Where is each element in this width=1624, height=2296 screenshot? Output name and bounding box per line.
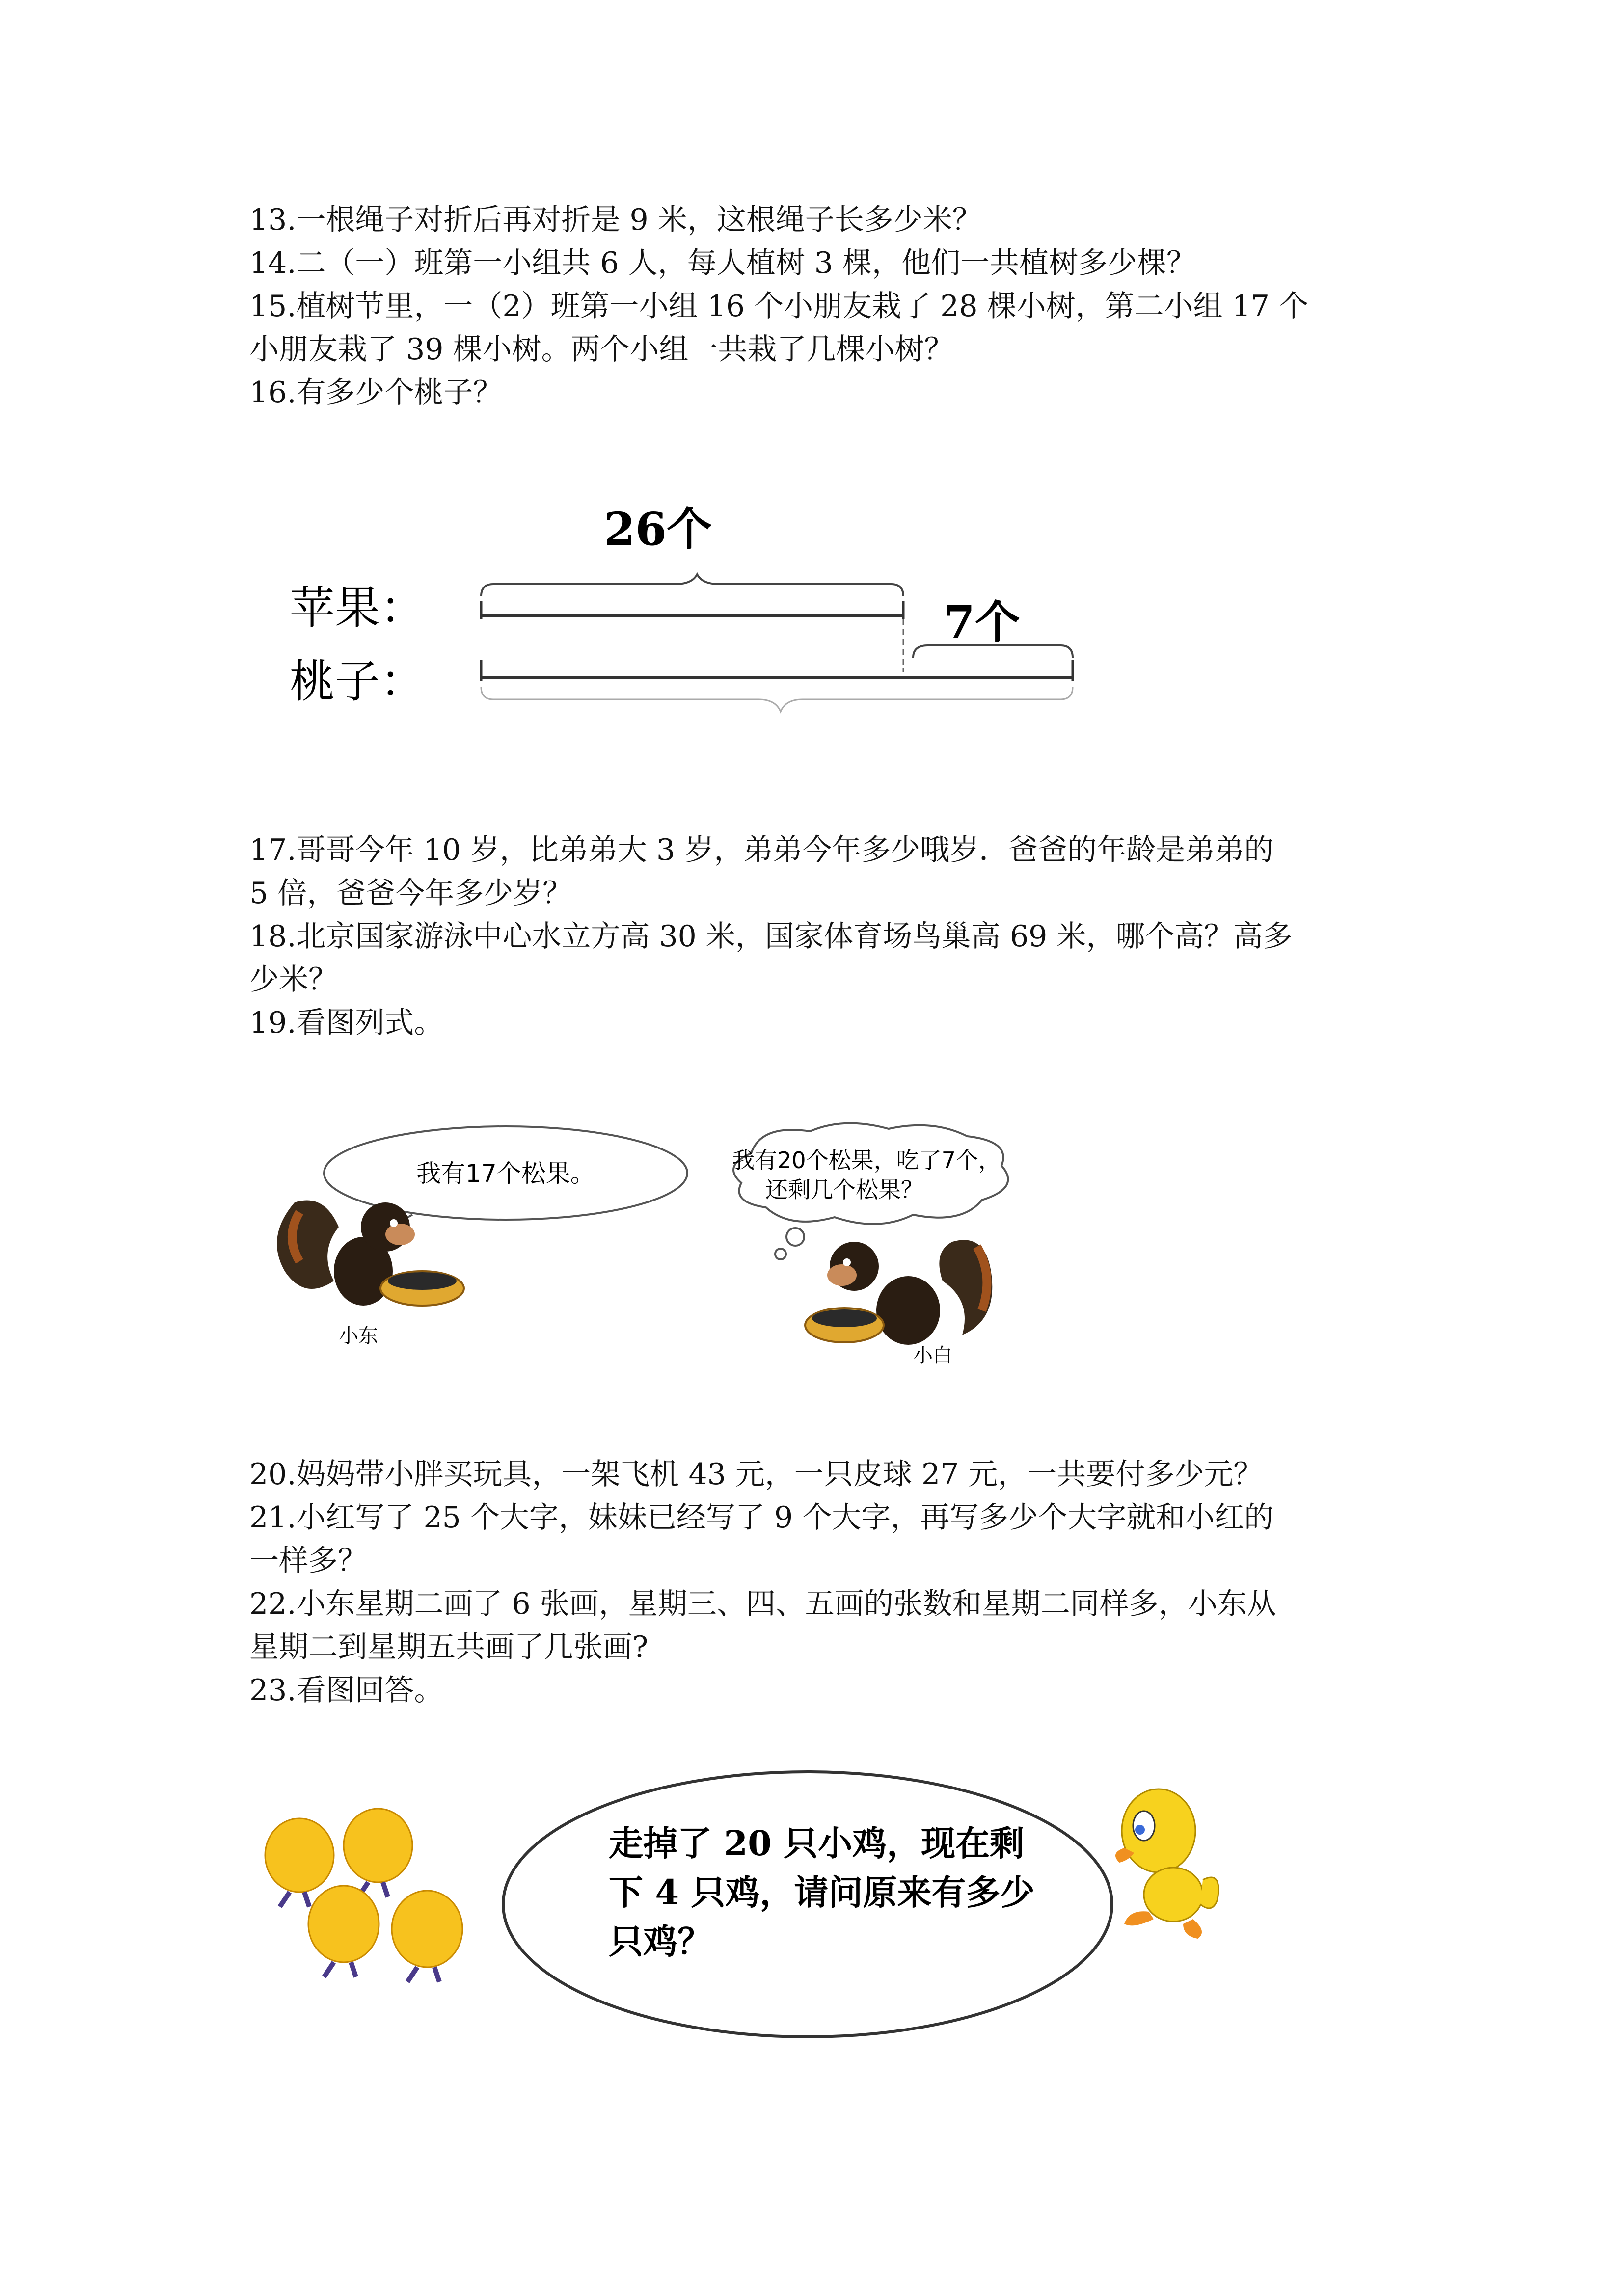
squirrel-right-icon: [805, 1240, 992, 1345]
oval-text-line1: 走掉了 20 只小鸡，现在剩: [609, 1823, 1025, 1864]
oval-text-line3: 只鸡？: [609, 1921, 712, 1962]
right-squirrel-name: 小白: [913, 1344, 952, 1367]
apple-label: 苹果：: [290, 582, 426, 634]
tweety-bird-icon: [1115, 1789, 1218, 1939]
right-thought-bubble: [733, 1123, 1008, 1224]
thought-dot-large: [786, 1228, 804, 1246]
right-bubble-text-line1: 我有20个松果，吃了7个，: [732, 1147, 1001, 1174]
thought-dot-small: [775, 1249, 786, 1259]
question-18-line2: 少米？: [249, 962, 338, 997]
chick-figure: [245, 1757, 1286, 2061]
question-18-line1: 18.北京国家游泳中心水立方高 30 米，国家体育场鸟巢高 69 米，哪个高？高多: [249, 919, 1293, 954]
segment-diagram-figure: [275, 491, 1085, 746]
squirrel-figure: [265, 1119, 1159, 1374]
question-21-line2: 一样多？: [249, 1544, 367, 1578]
total-label: 26个: [603, 503, 712, 556]
question-17-line1: 17.哥哥今年 10 岁，比弟弟大 3 岁，弟弟今年多少哦岁．爸爸的年龄是弟弟的: [249, 833, 1274, 867]
peach-label: 桃子：: [290, 655, 426, 708]
question-14: 14.二（一）班第一小组共 6 人，每人植树 3 棵，他们一共植树多少棵？: [249, 246, 1196, 280]
left-bubble-text: 我有17个松果。: [416, 1159, 595, 1188]
oval-text-line2: 下 4 只鸡，请问原来有多少: [609, 1872, 1035, 1913]
question-13: 13.一根绳子对折后再对折是 9 米，这根绳子长多少米？: [249, 203, 982, 237]
question-22-line1: 22.小东星期二画了 6 张画，星期三、四、五画的张数和星期二同样多，小东从: [249, 1587, 1276, 1621]
right-bubble-text-line2: 还剩几个松果？: [765, 1176, 923, 1203]
question-15-line1: 15.植树节里，一（2）班第一小组 16 个小朋友栽了 28 棵小树，第二小组 17 个: [249, 289, 1309, 323]
question-16: 16.有多少个桃子？: [249, 375, 503, 410]
question-20: 20.妈妈带小胖买玩具，一架飞机 43 元，一只皮球 27 元，一共要付多少元？: [249, 1457, 1263, 1492]
bottom-brace: [481, 687, 1073, 712]
left-squirrel-name: 小东: [339, 1325, 378, 1347]
question-17-line2: 5 倍，爸爸今年多少岁？: [249, 876, 572, 910]
question-22-line2: 星期二到星期五共画了几张画?: [249, 1630, 649, 1664]
chick-group-icon: [265, 1809, 462, 1982]
question-19: 19.看图列式。: [249, 1006, 444, 1040]
top-brace: [481, 574, 903, 596]
difference-label: 7个: [943, 596, 1021, 649]
question-21-line1: 21.小红写了 25 个大字，妹妹已经写了 9 个大字，再写多少个大字就和小红的: [249, 1500, 1274, 1535]
question-15-line2: 小朋友栽了 39 棵小树。两个小组一共栽了几棵小树？: [249, 332, 954, 367]
question-23: 23.看图回答。: [249, 1673, 444, 1708]
